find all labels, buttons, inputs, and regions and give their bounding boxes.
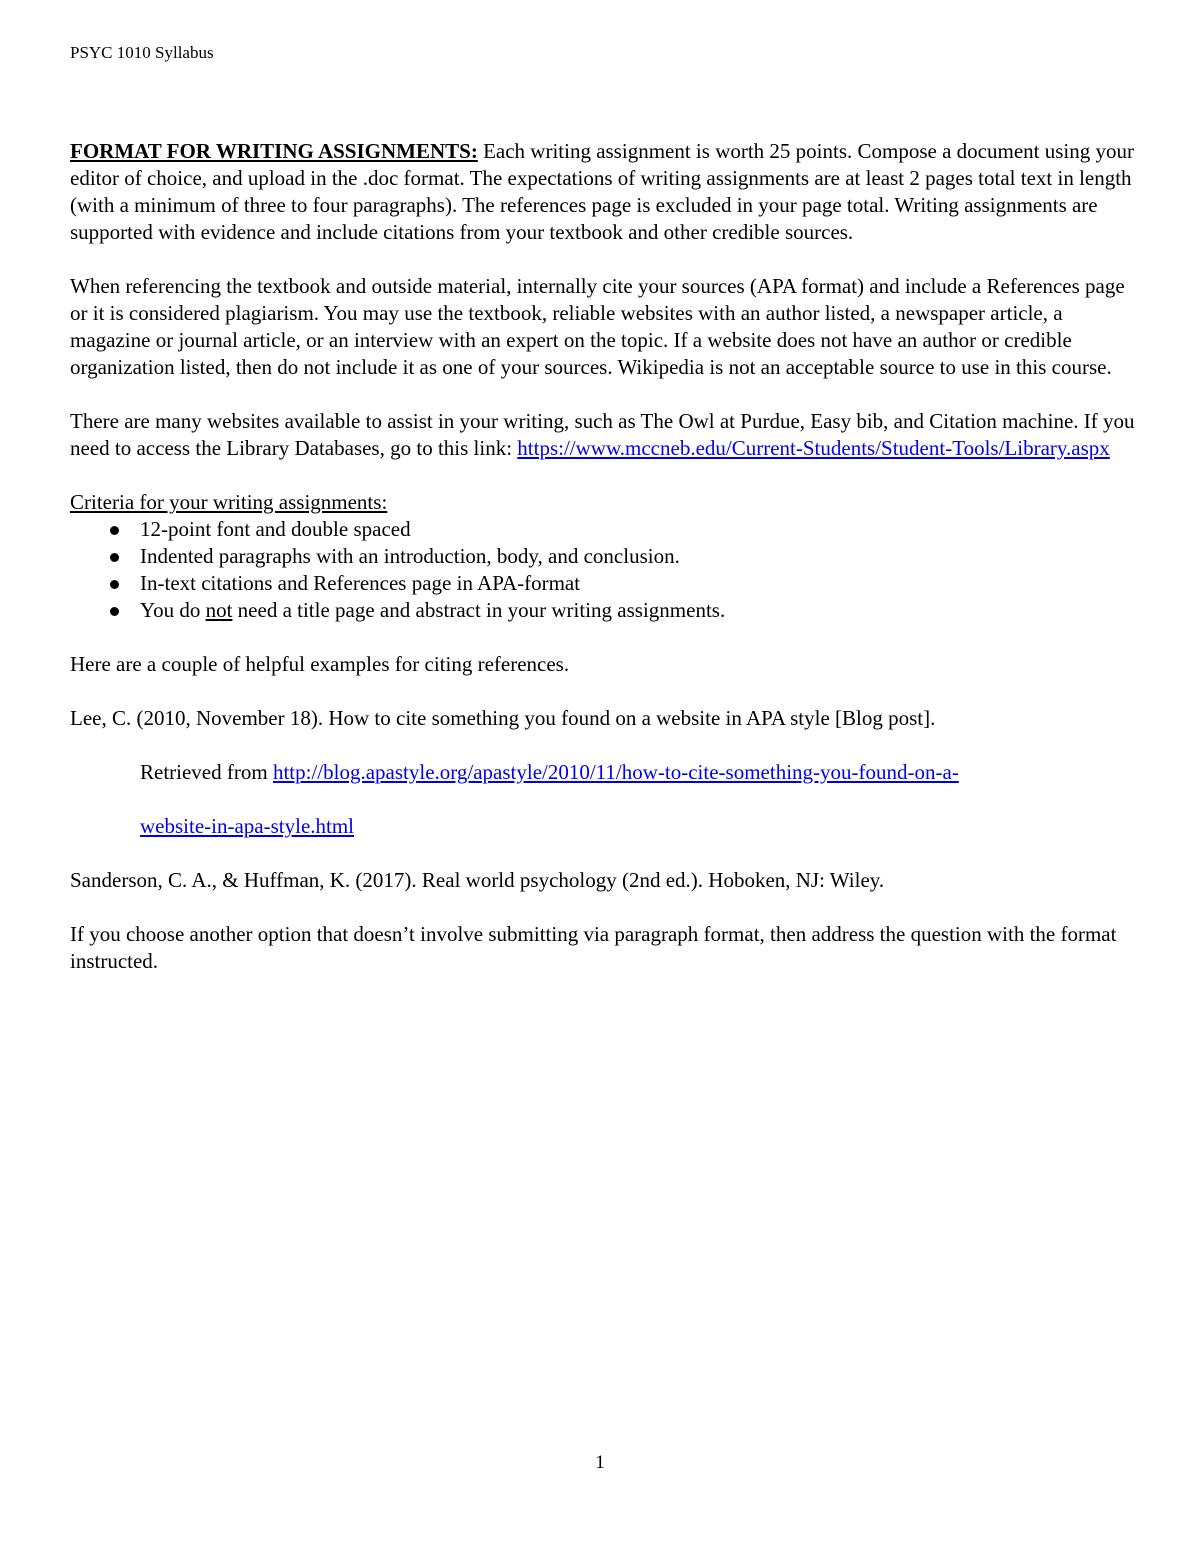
reference-lee-link-continued	[70, 813, 1140, 840]
list-item: 12-point font and double spaced	[70, 516, 1140, 543]
list-item: You do not need a title page and abstract in your writing assignments.	[70, 597, 1140, 624]
resources-paragraph	[70, 408, 1140, 462]
reference-lee-retrieved: Retrieved from http://blog.apastyle.org/apastyle/2010/11/how-to-cite-something-you-found-on-a-	[140, 760, 959, 784]
library-link[interactable]: https://www.mccneb.edu/Current-Students/Student-Tools/Library.aspx	[517, 436, 1110, 460]
criteria-list	[70, 516, 1140, 624]
criteria-label: Criteria for your writing assignments:	[70, 490, 388, 514]
bullet-icon	[110, 526, 119, 535]
section-heading: FORMAT FOR WRITING ASSIGNMENTS:	[70, 139, 478, 163]
referencing-paragraph: When referencing the textbook and outside material, internally cite your sources (APA format) and include a References page or it is considered plagiarism. You may use the textbook, reliable websites with an author listed, a newspaper article, a magazine or journal article, or an interview with an expert on the topic. If a website does not have an author or credible organization listed, then do not include it as one of your sources. Wikipedia is not an acceptable source to use in this course.	[70, 274, 1125, 379]
closing-paragraph: If you choose another option that doesn’t involve submitting via paragraph format, then address the question with the format instructed.	[70, 922, 1117, 973]
resources-text: There are many websites available to assist in your writing, such as The Owl at Purdue, Easy bib, and Citation machine. If you need to access the Library Databases, go to this link:	[70, 409, 1135, 460]
list-item: Indented paragraphs with an introduction, body, and conclusion.	[70, 543, 1140, 570]
document-body	[70, 138, 1140, 1002]
bullet-icon	[110, 553, 119, 562]
list-item: In-text citations and References page in APA-format	[70, 570, 1140, 597]
examples-intro: Here are a couple of helpful examples for citing references.	[70, 652, 570, 676]
bullet-icon	[110, 580, 119, 589]
format-intro-text: Each writing assignment is worth 25 points. Compose a document using your editor of choice, and upload in the .doc format. The expectations of writing assignments are at least 2 pages total text in length (with a minimum of three to four paragraphs). The references page is excluded in your page total. Writing assignments are supported with evidence and include citations from your textbook and other credible sources.	[70, 139, 1134, 244]
bullet-icon	[110, 607, 119, 616]
apastyle-link[interactable]: http://blog.apastyle.org/apastyle/2010/11/how-to-cite-something-you-found-on-a-	[272, 760, 959, 784]
reference-sanderson: Sanderson, C. A., & Huffman, K. (2017). Real world psychology (2nd ed.). Hoboken, NJ: Wiley.	[70, 868, 885, 892]
page-number: 1	[595, 1452, 605, 1473]
format-paragraph	[70, 138, 1140, 246]
reference-lee: Lee, C. (2010, November 18). How to cite something you found on a website in APA style [Blog post].	[70, 706, 936, 730]
apastyle-link-continued[interactable]: website-in-apa-style.html	[140, 814, 355, 838]
emphasis-not: not	[205, 598, 233, 622]
page-header: PSYC 1010 Syllabus	[70, 43, 214, 62]
